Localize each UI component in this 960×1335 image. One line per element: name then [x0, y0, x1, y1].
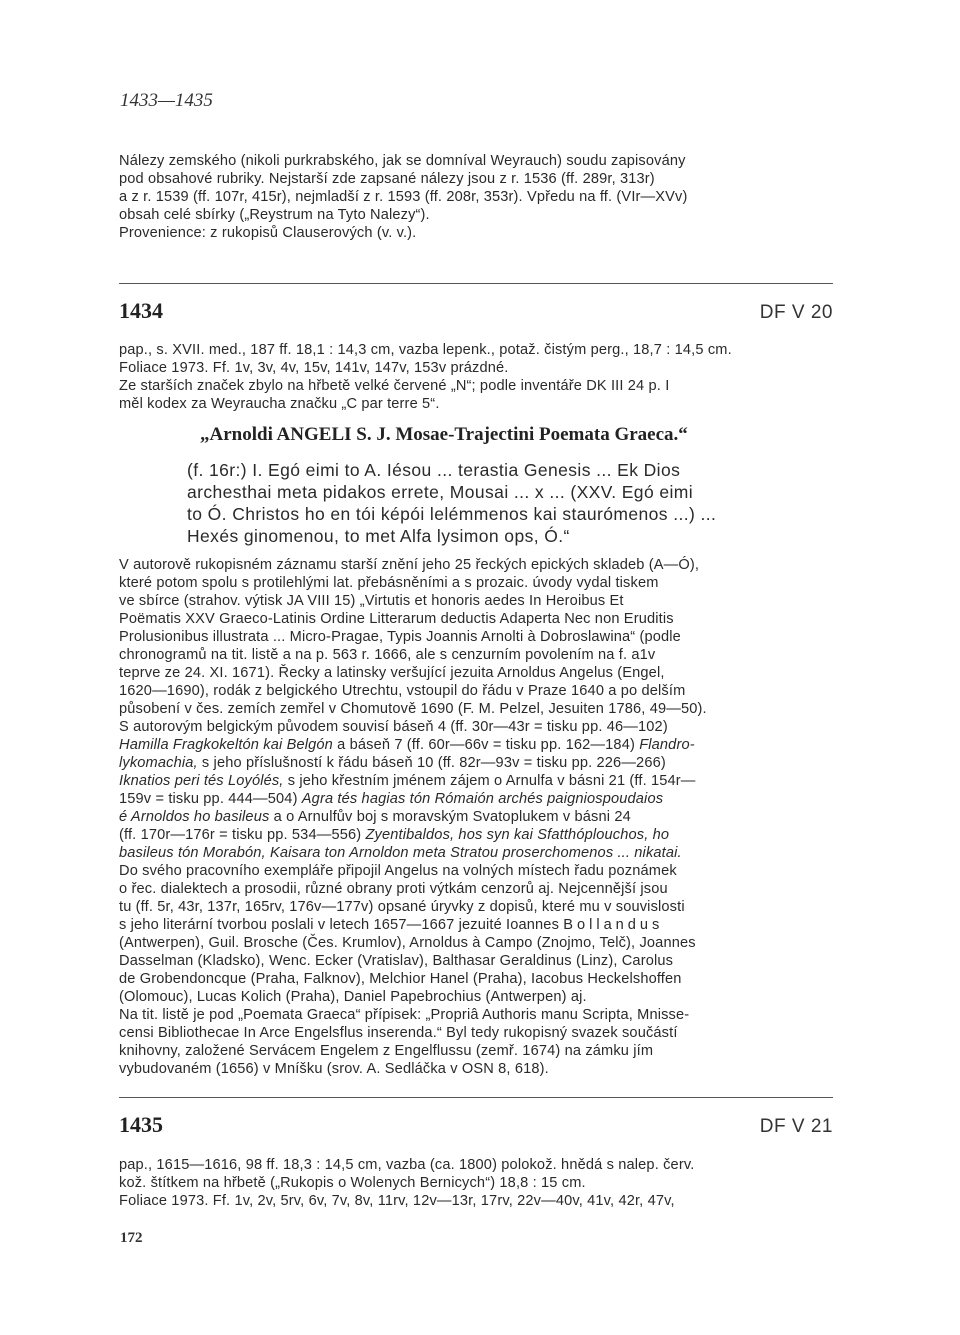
- text-run: 159v = tisku pp. 444—504): [119, 791, 302, 807]
- italic-title: Flandro-: [639, 737, 695, 753]
- text-line: Poëmatis XXV Graeco-Latinis Ordine Litterarum deductis Adaperta Nec non Eruditis: [119, 611, 674, 627]
- entry-number: 1434: [119, 298, 163, 323]
- text-line: které potom spolu s protilehlými lat. přebásněními a s prozaic. úvody vydal tiskem: [119, 575, 659, 591]
- text-line: působení v čes. zemích zemřel v Chomutově 1690 (F. M. Pelzel, Jesuiten 1786, 49—50).: [119, 701, 707, 717]
- text-line: ve sbírce (strahov. výtisk JA VIII 15) „Virtutis et honoris aedes In Heroibus Et: [119, 593, 624, 609]
- entry-1434-commentary: [119, 556, 837, 1078]
- text-line: pap., s. XVII. med., 187 ff. 18,1 : 14,3 cm, vazba lepenk., potaž. čistým perg., 18,7 : 14,5 cm.: [119, 342, 732, 358]
- text-line: (Antwerpen), Guil. Brosche (Čes. Krumlov), Arnoldus à Campo (Znojmo, Telč), Joannes: [119, 935, 696, 951]
- text-run: a báseň 7 (ff. 60r—66v = tisku pp. 162—184): [332, 737, 640, 753]
- text-line: (Olomouc), Lucas Kolich (Praha), Daniel Papebrochius (Antwerpen) aj.: [119, 989, 587, 1005]
- text-line: měl kodex za Weyraucha značku „C par terre 5“.: [119, 396, 440, 412]
- text-line: de Grobendoncque (Praha, Falknov), Melchior Hanel (Praha), Iacobus Heckelshoffen: [119, 971, 682, 987]
- italic-title: Hamilla Fragkokeltón kai Belgón: [119, 737, 333, 753]
- text-line: [119, 826, 837, 844]
- incipit: [187, 459, 835, 547]
- section-divider: [119, 1097, 833, 1098]
- incipit-line: archesthai meta pidakos errete, Mousai ... x ... (XXV. Egó eimi: [187, 482, 694, 502]
- text-line: 1620—1690), rodák z belgického Utrechtu, vstoupil do řádu v Praze 1640 a po delším: [119, 683, 686, 699]
- text-line: [119, 772, 837, 790]
- text-line: basileus tón Morabón, Kaisara ton Arnoldon meta Stratou proserchomenos ... nikatai.: [119, 845, 682, 861]
- text-line: Ze starších značek zbylo na hřbetě velké červené „N“; podle inventáře DK III 24 p. I: [119, 378, 670, 394]
- text-line: teprve ze 24. XI. 1671). Řecky a latinsky veršující jezuita Arnoldus Angelus (Engel,: [119, 665, 665, 681]
- text-line: Foliace 1973. Ff. 1v, 3v, 4v, 15v, 141v, 147v, 153v prázdné.: [119, 360, 509, 376]
- italic-title: Agra tés hagias tón Rómaión archés paigniospoudaios: [301, 791, 664, 807]
- text-line: [119, 808, 837, 826]
- text-line: [119, 754, 837, 772]
- entry-signature: DF V 20: [759, 302, 833, 323]
- incipit-line: to Ó. Christos ho en tói képói lelémmenos kai staurómenos ...) ...: [187, 504, 717, 524]
- text-line: pap., 1615—1616, 98 ff. 18,3 : 14,5 cm, vazba (ca. 1800) polokož. hnědá s nalep. červ.: [119, 1157, 695, 1173]
- text-line: [119, 736, 837, 754]
- text-line: knihovny, založené Servácem Engelem z Engelflussu (zemř. 1674) na zámku jím: [119, 1043, 654, 1059]
- text-line: S autorovým belgickým původem souvisí báseň 4 (ff. 30r—43r = tisku pp. 46—102): [119, 719, 668, 735]
- italic-title: Zyentibaldos, hos syn kai Sfatthóplouchos, ho: [365, 827, 670, 843]
- text-line: V autorově rukopisném záznamu starší znění jeho 25 řeckých epických skladeb (A—Ó),: [119, 557, 700, 573]
- entry-1434-description: [119, 341, 837, 413]
- italic-title: é Arnoldos ho basileus: [119, 809, 270, 825]
- text-line: obsah celé sbírky („Reystrum na Tyto Nalezy“).: [119, 207, 430, 223]
- text-line: Na tit. listě je pod „Poemata Graeca“ přípisek: „Propriâ Authoris manu Scripta, Mnisse-: [119, 1007, 690, 1023]
- text-line: tu (ff. 5r, 43r, 137r, 165rv, 176v—177v) opsané úryvky z dopisů, které mu v souvislosti: [119, 899, 685, 915]
- text-run: s jeho křestním jménem zájem o Arnulfa v básni 21 (ff. 154r—: [283, 773, 696, 789]
- entry-number: 1435: [119, 1112, 163, 1137]
- italic-title: lykomachia,: [119, 755, 198, 771]
- text-line: [119, 916, 837, 934]
- text-line: pod obsahové rubriky. Nejstarší zde zapsané nálezy jsou z r. 1536 (ff. 289r, 313r): [119, 171, 655, 187]
- text-line: Do svého pracovního exempláře připojil Angelus na volných místech řadu poznámek: [119, 863, 677, 879]
- text-line: vybudovaném (1656) v Mníšku (srov. A. Sedláčka v OSN 8, 618).: [119, 1061, 549, 1077]
- text-run: (ff. 170r—176r = tisku pp. 534—556): [119, 827, 366, 843]
- section-divider: [119, 283, 833, 284]
- text-line: o řec. dialektech a prosodii, různé obrany proti výtkám cenzorů aj. Nejcennější jsou: [119, 881, 668, 897]
- text-run: s jeho příslušností k řádu báseň 10 (ff. 82r—93v = tisku pp. 226—266): [197, 755, 666, 771]
- running-head: 1433—1435: [120, 90, 213, 111]
- text-run: a o Arnulfův boj s moravským Svatoplukem v básni 24: [269, 809, 631, 825]
- provenience-line: Provenience: z rukopisů Clauserových (v. v.).: [119, 225, 417, 241]
- text-line: chronogramů na tit. listě a na p. 563 r. 1666, ale s cenzurním povolením na f. a1v: [119, 647, 656, 663]
- text-run: s jeho literární tvorbou poslali v letech 1657—1667 jezuité Ioannes: [119, 917, 564, 933]
- text-line: Foliace 1973. Ff. 1v, 2v, 5rv, 6v, 7v, 8v, 11rv, 12v—13r, 17rv, 22v—40v, 41v, 42r, 47v,: [119, 1193, 675, 1209]
- entry-1433-continuation: [119, 152, 837, 242]
- spaced-name: Bollandus: [563, 917, 664, 933]
- italic-title: Iknatios peri tés Loyólés,: [119, 773, 284, 789]
- entry-1435-header: [119, 1112, 833, 1138]
- entry-1435-description: [119, 1156, 837, 1210]
- text-line: Prolusionibus illustrata ... Micro-Pragae, Typis Joannis Arnolti à Dobroslawina“ (podle: [119, 629, 681, 645]
- entry-1434-header: [119, 298, 833, 324]
- text-line: kož. štítkem na hřbetě („Rukopis o Wolenych Bernicych“) 18,8 : 15 cm.: [119, 1175, 586, 1191]
- work-title: „Arnoldi ANGELI S. J. Mosae-Trajectini Poemata Graeca.“: [200, 424, 688, 445]
- incipit-line: (f. 16r:) I. Egó eimi to A. Iésou ... terastia Genesis ... Ek Dios: [187, 460, 681, 480]
- text-line: Dasselman (Kladsko), Wenc. Ecker (Vratislav), Balthasar Geraldinus (Linz), Carolus: [119, 953, 674, 969]
- text-line: censi Bibliothecae In Arce Engelsflus inserenda.“ Byl tedy rukopisný svazek součástí: [119, 1025, 678, 1041]
- text-line: Nálezy zemského (nikoli purkrabského, jak se domníval Weyrauch) soudu zapisovány: [119, 153, 686, 169]
- incipit-line: Hexés ginomenou, to met Alfa lysimon ops, Ó.“: [187, 526, 570, 546]
- text-line: [119, 790, 837, 808]
- page-number: 172: [120, 1230, 143, 1246]
- text-line: a z r. 1539 (ff. 107r, 415r), nejmladší z r. 1593 (ff. 208r, 353r). Vpředu na ff. (VIr—XVv): [119, 189, 688, 205]
- entry-signature: DF V 21: [759, 1116, 833, 1137]
